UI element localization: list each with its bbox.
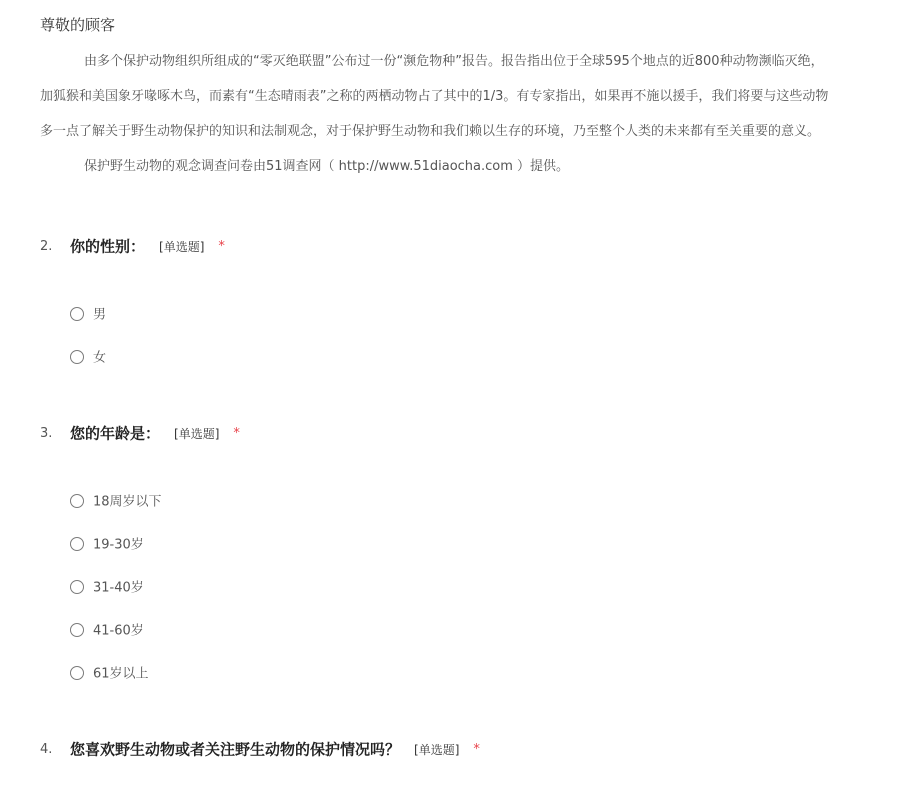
option-label: 41-60岁 (93, 623, 144, 639)
option-label: 女 (93, 350, 107, 366)
survey-intro (40, 14, 900, 184)
required-marker: * (473, 741, 480, 757)
option-19-30[interactable] (70, 534, 144, 556)
radio-button[interactable] (70, 580, 84, 594)
option-label: 61岁以上 (93, 666, 149, 682)
question-title (40, 234, 900, 258)
radio-button[interactable] (70, 350, 84, 364)
question-gender (40, 234, 900, 366)
radio-button[interactable] (70, 307, 84, 321)
radio-button[interactable] (70, 666, 84, 680)
question-title (40, 421, 900, 445)
option-label: 31-40岁 (93, 580, 144, 596)
question-wildlife-interest (40, 737, 900, 761)
question-text: 您喜欢野生动物或者关注野生动物的保护情况吗？ (70, 740, 401, 759)
intro-paragraph-line: 加狐猴和美国象牙喙啄木鸟，而素有“生态晴雨表”之称的两栖动物占了其中的1/3。有专家指出，如果再不施以援手，我们将要与这些动物 (40, 89, 829, 104)
question-age (40, 421, 900, 682)
question-type-badge: [单选题] (159, 239, 205, 254)
option-label: 男 (93, 307, 107, 323)
option-label: 18周岁以下 (93, 494, 162, 510)
question-type-badge: [单选题] (174, 426, 220, 441)
option-over-61[interactable] (70, 663, 149, 685)
option-41-60[interactable] (70, 620, 144, 642)
question-text: 您的年龄是： (70, 424, 161, 443)
radio-button[interactable] (70, 537, 84, 551)
greeting: 尊敬的顾客 (40, 16, 116, 34)
radio-button[interactable] (70, 623, 84, 637)
option-female[interactable] (70, 347, 106, 369)
intro-paragraph (40, 44, 900, 184)
required-marker: * (233, 425, 240, 441)
question-number: 3. (40, 425, 53, 441)
intro-paragraph-line: 多一点了解关于野生动物保护的知识和法制观念，对于保护野生动物和我们赖以生存的环境，乃至整个人类的未来都有至关重要的意义。 (40, 124, 821, 139)
question-text: 你的性别： (70, 237, 146, 256)
question-number: 2. (40, 238, 53, 254)
option-label: 19-30岁 (93, 537, 144, 553)
option-under-18[interactable] (70, 491, 162, 513)
radio-button[interactable] (70, 494, 84, 508)
question-type-badge: [单选题] (414, 742, 460, 757)
question-number: 4. (40, 741, 53, 757)
question-title (40, 737, 900, 761)
source-line: 保护野生动物的观念调查问卷由51调查网（ http://www.51diaocha.com ）提供。 (84, 159, 570, 174)
required-marker: * (218, 238, 225, 254)
option-male[interactable] (70, 304, 106, 326)
intro-paragraph-line: 由多个保护动物组织所组成的“零灭绝联盟”公布过一份“濒危物种”报告。报告指出位于全球595个地点的近800种动物濒临灭绝， (84, 54, 824, 69)
option-31-40[interactable] (70, 577, 144, 599)
